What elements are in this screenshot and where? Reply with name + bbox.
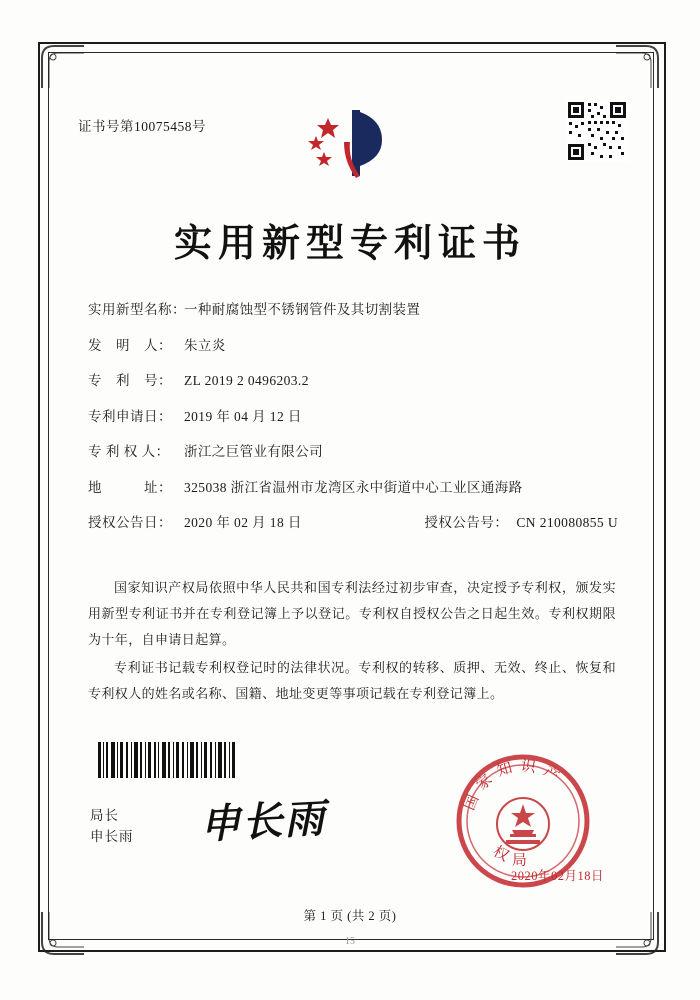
- field-label: 授权公告日：: [88, 515, 172, 530]
- field-row-inventor: [88, 334, 618, 354]
- footer-sub-number: 15: [345, 936, 355, 947]
- page-title: 实用新型专利证书: [173, 223, 526, 265]
- paragraph: 专利证书记载专利权登记时的法律状况。专利权的转移、质押、无效、终止、恢复和专利权人的姓名或名称、国籍、地址变更等事项记载在专利登记簿上。: [88, 660, 616, 701]
- field-label: 专 利 权 人：: [88, 444, 170, 459]
- corner-ornament-icon: [40, 44, 86, 90]
- page-footer: 第 1 页 (共 2 页): [303, 909, 397, 923]
- signature-labels: [90, 806, 134, 848]
- field-list: [88, 298, 618, 547]
- qr-code-icon: [566, 100, 628, 162]
- field-row-application-date: [88, 405, 618, 425]
- field-label-secondary: 授权公告号：: [424, 515, 509, 530]
- field-label: 发 明 人：: [88, 337, 172, 353]
- legal-text-block: [88, 575, 616, 709]
- paragraph: 国家知识产权局依照中华人民共和国专利法经过初步审查，决定授予专利权，颁发实用新型专利证书并在专利登记簿上予以登记。专利权自授权公告之日起生效。专利权期限为十年，自申请日起算。: [88, 580, 616, 647]
- barcode: [98, 742, 236, 778]
- field-value-secondary: CN 210080855 U: [516, 515, 618, 530]
- field-label: 地 址：: [88, 479, 172, 495]
- field-label: 专 利 号：: [88, 373, 172, 388]
- svg-text:权局: 权局: [490, 843, 534, 870]
- field-value: 一种耐腐蚀型不锈钢管件及其切割装置: [184, 302, 421, 317]
- field-label: 专利申请日：: [88, 408, 172, 424]
- director-name-label: 申长雨: [90, 828, 134, 844]
- field-row-patent-number: [88, 369, 618, 389]
- field-value: 浙江之巨管业有限公司: [184, 444, 323, 459]
- field-row-invention-name: [88, 298, 618, 318]
- patent-office-logo-icon: [290, 100, 410, 186]
- field-row-address: [88, 476, 618, 496]
- corner-ornament-icon: [614, 44, 660, 90]
- certificate-number: 证书号第10075458号: [78, 119, 206, 134]
- director-title-label: 局长: [90, 808, 119, 823]
- field-label: 实用新型名称：: [88, 302, 186, 317]
- field-row-grant-announcement: [88, 511, 618, 531]
- handwritten-signature: 申长雨: [199, 795, 328, 848]
- field-value: 2020 年 02 月 18 日: [184, 515, 302, 530]
- svg-text:国家知识产: 国家知识产: [461, 758, 568, 813]
- seal-date: 2020年02月18日: [510, 869, 604, 883]
- field-value: 朱立炎: [184, 337, 226, 353]
- field-value: ZL 2019 2 0496203.2: [184, 373, 309, 388]
- field-row-patentee: [88, 440, 618, 460]
- field-value: 2019 年 04 月 12 日: [184, 408, 302, 424]
- field-value: 325038 浙江省温州市龙湾区永中街道中心工业区通海路: [184, 479, 523, 495]
